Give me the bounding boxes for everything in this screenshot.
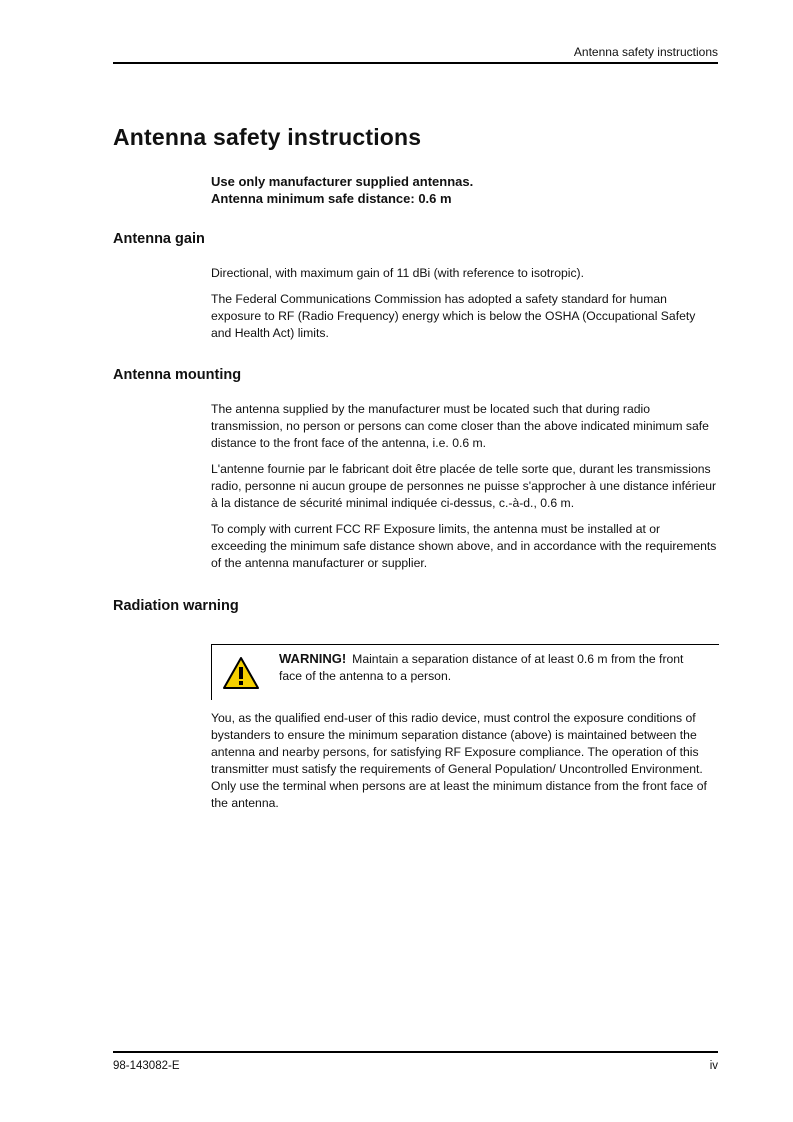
warning-box (211, 644, 719, 700)
page-number: iv (709, 1060, 718, 1072)
page-footer (113, 1051, 718, 1072)
running-header (113, 42, 718, 64)
mounting-paragraph-1: The antenna supplied by the manufacturer must be located such that during radio transmission, no person or persons can come closer than the above indicated minimum safe distance to the front face of the antenna, i.e. 0.6 m. (211, 402, 709, 450)
mounting-paragraph-3: To comply with current FCC RF Exposure limits, the antenna must be installed at or exceeding the minimum safe distance shown above, and in accordance with the requirements of the antenna manufacturer or supplier. (211, 522, 717, 570)
warning-message (279, 650, 709, 685)
warning-label: WARNING! (279, 651, 347, 666)
gain-paragraph-1: Directional, with maximum gain of 11 dBi (with reference to isotropic). (211, 266, 584, 280)
heading-antenna-gain: Antenna gain (113, 231, 205, 247)
warning-text: Maintain a separation distance of at least 0.6 m from the front face of the antenna to a person. (279, 652, 684, 683)
running-header-title: Antenna safety instructions (573, 45, 718, 59)
radiation-paragraph: You, as the qualified end-user of this radio device, must control the exposure conditions of bystanders to ensure the minimum separation distance (above) is maintained between the antenna and nearby persons, for satisfying RF Exposure compliance. The operation of this transmitter must satisfy the requirements of General Population/ Uncontrolled Environment. Only use the terminal when persons are at least the minimum distance from the front face of the antenna. (211, 711, 707, 810)
heading-radiation-warning: Radiation warning (113, 598, 239, 614)
intro-block (211, 173, 473, 207)
page-title: Antenna safety instructions (113, 124, 422, 150)
mounting-paragraph-2: L'antenne fournie par le fabricant doit être placée de telle sorte que, durant les transmissions radio, personne ni aucun groupe de personnes ne puisse s'approcher à une distance inférieur à la distance de sécurité minimal indiquée ci-dessus, c.-à-d., 0.6 m. (211, 462, 717, 510)
intro-line-antennas: Use only manufacturer supplied antennas. (211, 174, 474, 189)
intro-line-safe-distance: Antenna minimum safe distance: 0.6 m (211, 191, 452, 206)
warning-triangle-icon (222, 656, 260, 690)
heading-antenna-mounting: Antenna mounting (113, 367, 242, 383)
gain-paragraph-2: The Federal Communications Commission has adopted a safety standard for human exposure to RF (Radio Frequency) energy which is below the OSHA (Occupational Safety and Health Act) limits. (211, 292, 696, 340)
document-number: 98-143082-E (113, 1060, 180, 1072)
